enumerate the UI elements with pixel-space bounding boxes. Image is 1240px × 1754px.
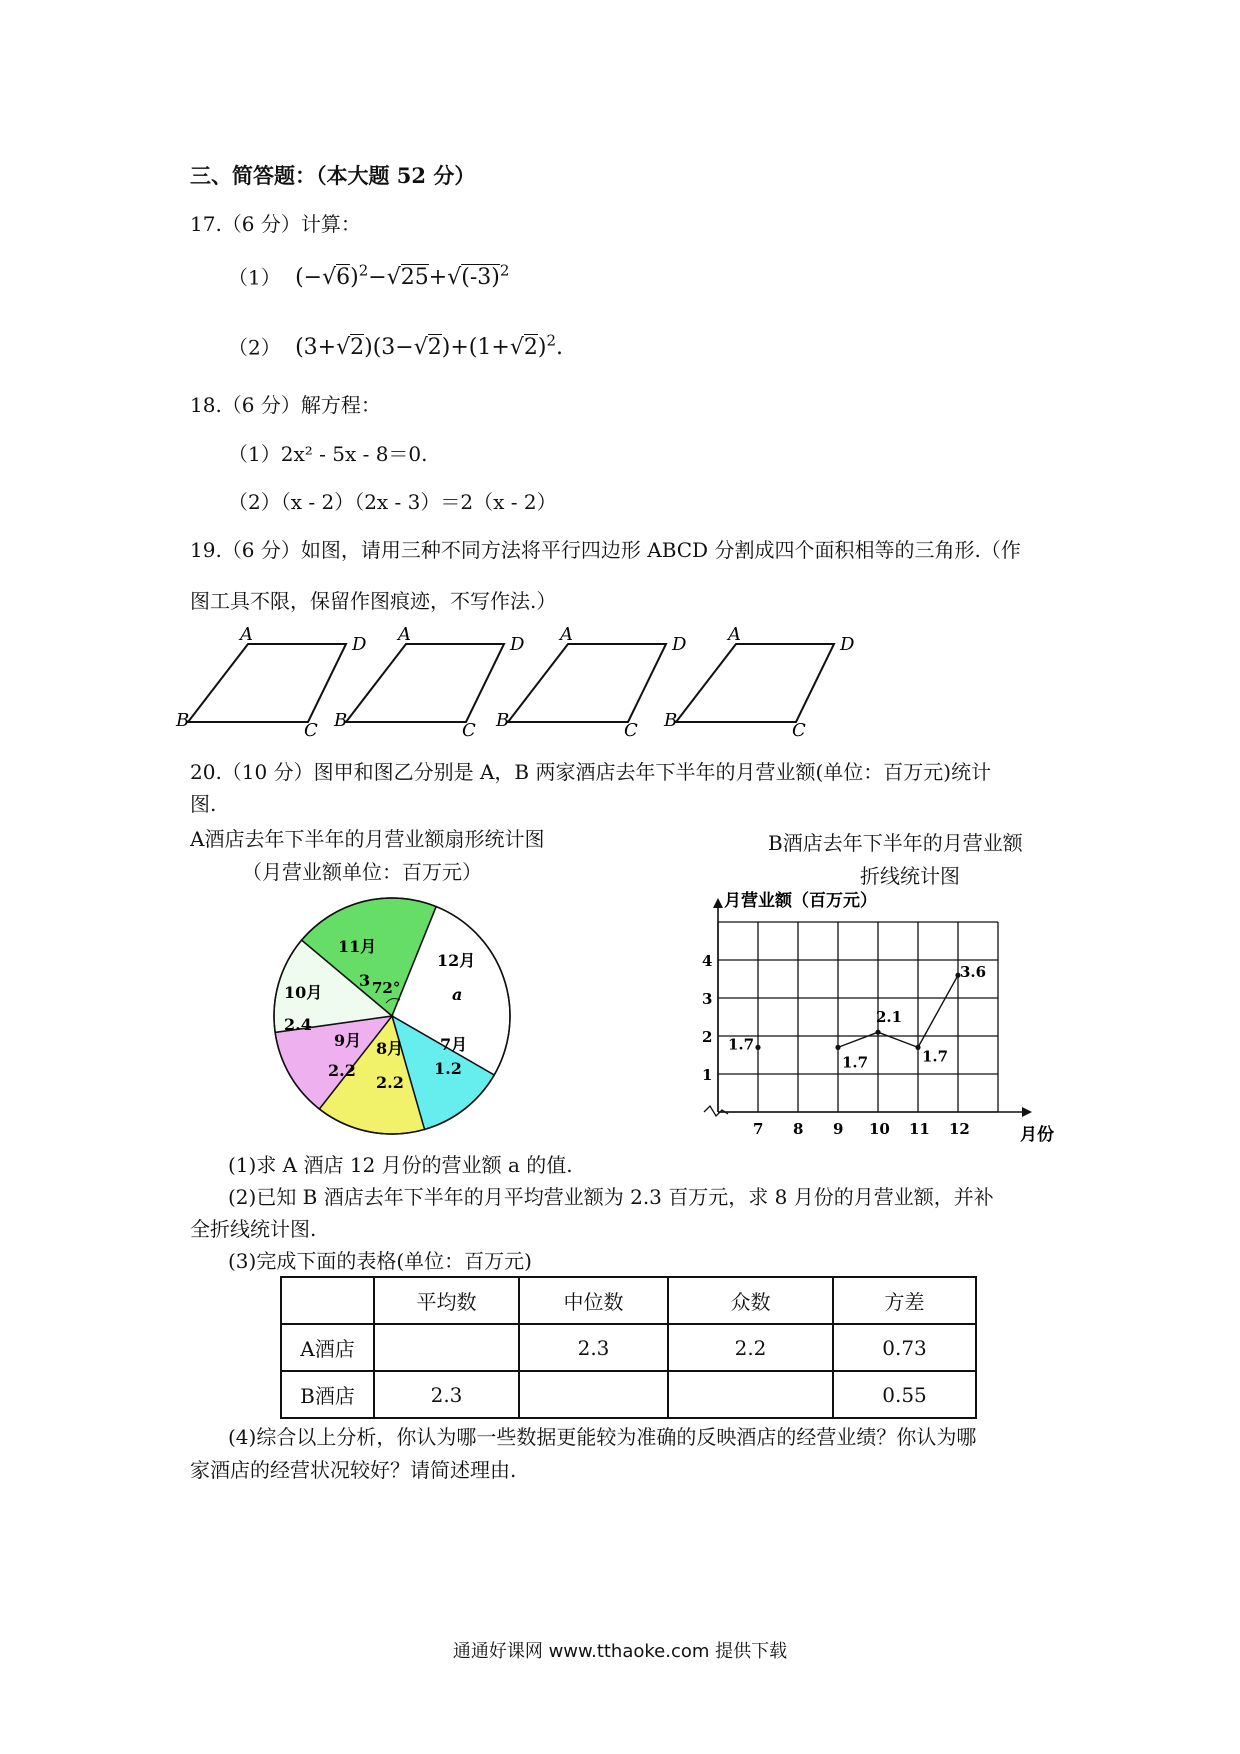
q17-p1-plain xyxy=(0,0,1,1)
expr-part: ) xyxy=(537,335,547,361)
q17-p2-label: （2） xyxy=(228,335,281,360)
q17-part1 xyxy=(228,262,510,292)
q17-p2-expr xyxy=(295,332,563,361)
table-header-cell: 方差 xyxy=(833,1277,976,1324)
table-cell: 0.55 xyxy=(833,1371,976,1418)
data-label: 1.7 xyxy=(842,1053,869,1072)
pie-slice-value: 2.4 xyxy=(284,1015,312,1034)
pie-slice-label: 10月 xyxy=(284,983,323,1002)
expr-part: (− xyxy=(295,265,323,291)
x-tick-label: 7 xyxy=(753,1120,764,1138)
table-header-cell xyxy=(281,1277,374,1324)
table-cell: 0.73 xyxy=(833,1324,976,1371)
radicand: 2 xyxy=(350,335,365,361)
vertex-label: D xyxy=(352,634,367,655)
vertex-label: D xyxy=(672,634,687,655)
sqrt-2: √2 xyxy=(336,335,365,361)
vertex-label: B xyxy=(176,710,190,731)
table-cell: 2.3 xyxy=(519,1324,668,1371)
vertex-label: C xyxy=(624,720,638,741)
y-tick-label: 1 xyxy=(702,1066,713,1084)
vertex-label: A xyxy=(728,624,741,645)
radicand: 25 xyxy=(400,265,429,291)
data-point xyxy=(755,1045,760,1050)
pie-slice-label: 9月 xyxy=(334,1031,362,1050)
data-point xyxy=(835,1045,840,1050)
data-point xyxy=(875,1030,880,1035)
radicand: 2 xyxy=(427,335,442,361)
q20-sub3: (3)完成下面的表格(单位：百万元) xyxy=(228,1249,532,1273)
series-line xyxy=(878,1032,918,1047)
q17-p1-label: （1） xyxy=(228,265,281,290)
x-tick-label: 11 xyxy=(909,1120,930,1138)
x-axis-arrow xyxy=(1022,1107,1032,1117)
pie-slice-value: 2.2 xyxy=(376,1073,404,1092)
y-tick-label: 3 xyxy=(702,990,713,1008)
expr-part: ) xyxy=(350,265,359,291)
exponent: 2 xyxy=(358,262,369,280)
vertex-label: B xyxy=(664,710,678,731)
radicand: 2 xyxy=(523,335,538,361)
vertex-label: C xyxy=(792,720,806,741)
x-tick-label: 12 xyxy=(949,1120,970,1138)
sqrt-2: √2 xyxy=(509,335,538,361)
table-header-cell: 平均数 xyxy=(374,1277,519,1324)
pie-slice-label: 11月 xyxy=(338,937,377,956)
y-tick-label: 4 xyxy=(702,952,713,970)
parallelogram-1 xyxy=(188,644,346,722)
parallelogram-3 xyxy=(508,644,666,722)
q18-stem: 18.（6 分）解方程： xyxy=(190,393,381,417)
data-label: 2.1 xyxy=(876,1008,903,1027)
x-axis-label: 月份 xyxy=(1020,1125,1054,1145)
q19-line2: 图工具不限，保留作图痕迹，不写作法.） xyxy=(190,589,557,613)
expr-part: . xyxy=(555,335,563,361)
parallelogram-4 xyxy=(676,644,834,722)
sqrt-6: √6 xyxy=(322,265,351,291)
vertex-label: C xyxy=(304,720,318,741)
pie-title: A酒店去年下半年的月营业额扇形统计图 xyxy=(190,827,545,851)
sqrt-2: √2 xyxy=(413,335,442,361)
axis-break xyxy=(704,1106,728,1116)
parallelogram-figures xyxy=(176,622,940,750)
stats-table xyxy=(280,1276,977,1419)
data-label: 1.7 xyxy=(728,1035,755,1054)
table-cell: 2.2 xyxy=(668,1324,833,1371)
table-cell xyxy=(519,1371,668,1418)
table-header-cell: 众数 xyxy=(668,1277,833,1324)
data-label: 1.7 xyxy=(922,1047,949,1066)
y-axis-label: 月营业额（百万元） xyxy=(724,891,877,911)
x-tick-label: 10 xyxy=(869,1120,890,1138)
pie-subtitle: （月营业额单位：百万元） xyxy=(242,860,482,884)
q18-part1: （1）2x² - 5x - 8＝0. xyxy=(228,442,428,466)
pie-slice-label: 7月 xyxy=(440,1035,468,1054)
expr-part: )+(1+ xyxy=(441,335,510,361)
y-tick-label: 2 xyxy=(702,1028,713,1046)
x-tick-label: 8 xyxy=(793,1120,804,1138)
x-tick-label: 9 xyxy=(833,1120,844,1138)
sqrt-25: √25 xyxy=(386,265,429,291)
q20-sub2-line1: (2)已知 B 酒店去年下半年的月平均营业额为 2.3 百万元，求 8 月份的月营业额，并补 xyxy=(228,1185,994,1209)
pie-chart xyxy=(268,890,524,1140)
expr-part: )(3− xyxy=(364,335,414,361)
expr-part: − xyxy=(368,265,387,291)
q20-sub4-line2: 家酒店的经营状况较好？请简述理由. xyxy=(190,1458,517,1482)
q17-p1-expr xyxy=(295,262,510,291)
parallelogram-2 xyxy=(346,644,504,722)
q20-sub4-line1: (4)综合以上分析，你认为哪一些数据更能较为准确的反映酒店的经营业绩？你认为哪 xyxy=(228,1425,977,1449)
line-chart xyxy=(692,885,1052,1145)
q20-sub2-line2: 全折线统计图. xyxy=(190,1217,317,1241)
q17-stem: 17.（6 分）计算： xyxy=(190,212,361,236)
y-axis-arrow xyxy=(713,898,723,908)
q20-sub1: (1)求 A 酒店 12 月份的营业额 a 的值. xyxy=(228,1153,573,1177)
vertex-label: D xyxy=(510,634,525,655)
pie-slice-label: 12月 xyxy=(437,951,476,970)
vertex-label: B xyxy=(496,710,510,731)
pie-slice-value: 3 xyxy=(359,971,371,990)
table-cell xyxy=(668,1371,833,1418)
pie-slice-value: 2.2 xyxy=(328,1061,356,1080)
expr-part: + xyxy=(428,265,448,291)
table-row xyxy=(281,1324,976,1371)
q20-line2: 图. xyxy=(190,792,217,816)
q18-part2: （2）（x - 2）（2x - 3）＝2（x - 2） xyxy=(228,490,557,514)
data-label: 3.6 xyxy=(960,963,987,982)
vertex-label: A xyxy=(240,624,253,645)
q19-line1: 19.（6 分）如图，请用三种不同方法将平行四边形 ABCD 分割成四个面积相等的三角形.（作 xyxy=(190,538,1021,562)
pie-slice-label: 8月 xyxy=(376,1039,404,1058)
vertex-label: A xyxy=(398,624,411,645)
q20-line1: 20.（10 分）图甲和图乙分别是 A，B 两家酒店去年下半年的月营业额(单位：百万元)统计 xyxy=(190,760,992,784)
expr-part: (3+ xyxy=(295,335,337,361)
exponent: 2 xyxy=(546,332,556,350)
q17-part2 xyxy=(228,332,563,362)
table-cell: 2.3 xyxy=(374,1371,519,1418)
vertex-label: B xyxy=(334,710,348,731)
footer: 通通好课网 www.tthaoke.com 提供下载 xyxy=(452,1641,788,1662)
exponent: 2 xyxy=(499,262,510,280)
table-cell: A酒店 xyxy=(281,1324,374,1371)
pie-slice-value: 1.2 xyxy=(434,1059,462,1078)
table-header-row xyxy=(281,1277,976,1324)
pie-angle-label: 72° xyxy=(372,979,401,997)
vertex-label: A xyxy=(560,624,573,645)
pie-slice-value: a xyxy=(452,985,463,1004)
series-line xyxy=(838,1032,878,1047)
table-row xyxy=(281,1371,976,1418)
sqrt-neg3-sq: √(-3) xyxy=(447,265,500,291)
radicand: 6 xyxy=(336,265,351,291)
radicand: (-3) xyxy=(461,265,500,291)
table-cell: B酒店 xyxy=(281,1371,374,1418)
section-title: 三、简答题：（本大题 52 分） xyxy=(190,163,476,188)
data-point xyxy=(915,1045,920,1050)
vertex-label: D xyxy=(840,634,855,655)
vertex-label: C xyxy=(462,720,476,741)
table-cell xyxy=(374,1324,519,1371)
line-chart-subtitle: 折线统计图 xyxy=(860,864,960,888)
table-header-cell: 中位数 xyxy=(519,1277,668,1324)
line-chart-title: B酒店去年下半年的月营业额 xyxy=(768,831,1023,855)
